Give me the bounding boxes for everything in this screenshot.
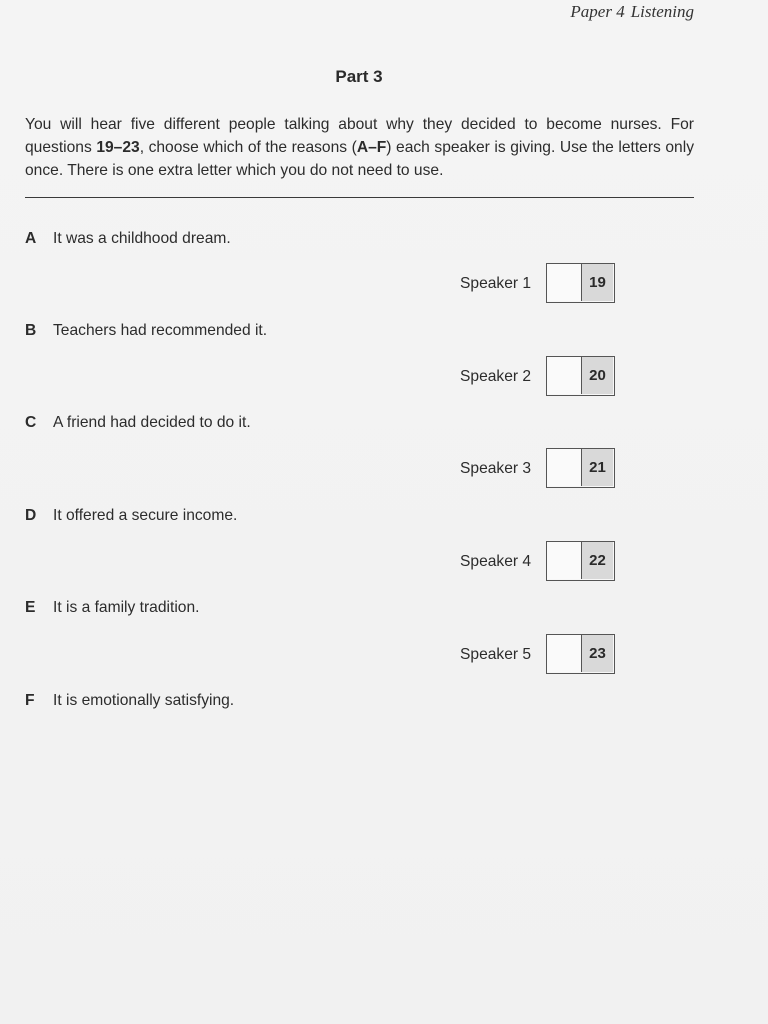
question-number: 22: [582, 542, 613, 579]
divider-line: [25, 197, 694, 198]
answer-box: [546, 448, 615, 488]
instructions: [25, 113, 694, 182]
option-text: A friend had decided to do it.: [53, 414, 251, 431]
option-f: [25, 692, 234, 710]
option-a: [25, 230, 231, 248]
option-c: [25, 414, 251, 432]
option-letter-range: A–F: [356, 139, 387, 156]
option-text: Teachers had recommended it.: [53, 322, 268, 339]
question-range: 19–23: [96, 139, 140, 156]
answer-field-21[interactable]: [547, 449, 582, 486]
speaker-label: Speaker 3: [460, 460, 532, 477]
answer-box: [546, 356, 615, 396]
answer-field-23[interactable]: [547, 635, 582, 672]
option-letter: C: [25, 414, 37, 431]
instructions-text-1: You will hear five different people talking about why they decided to become nurses. For questions: [25, 116, 694, 156]
speaker-label: Speaker 2: [460, 368, 532, 385]
option-letter: A: [25, 230, 37, 247]
answer-field-20[interactable]: [547, 357, 582, 394]
speaker-label: Speaker 1: [460, 275, 532, 292]
option-e: [25, 599, 199, 617]
option-letter: B: [25, 322, 37, 339]
part-title: Part 3: [335, 67, 383, 86]
section-label: Listening: [630, 2, 694, 21]
answer-box: [546, 634, 615, 674]
question-number: 19: [582, 264, 613, 301]
speaker-label: Speaker 5: [460, 646, 532, 663]
option-d: [25, 507, 237, 525]
answer-box: [546, 541, 615, 581]
option-letter: F: [25, 692, 35, 709]
answer-box: [546, 263, 615, 303]
answer-field-19[interactable]: [547, 264, 582, 301]
option-text: It is emotionally satisfying.: [53, 692, 235, 709]
page-header: [570, 2, 694, 22]
question-number: 21: [582, 449, 613, 486]
instructions-text-2: , choose which of the reasons (: [139, 139, 357, 156]
question-number: 20: [582, 357, 613, 394]
option-letter: D: [25, 507, 37, 524]
instructions-text-3: ) each speaker is giving. Use the letters only once. There is one extra letter which you do not need to use.: [25, 139, 694, 179]
option-letter: E: [25, 599, 36, 616]
option-text: It is a family tradition.: [53, 599, 200, 616]
option-b: [25, 322, 267, 340]
speaker-label: Speaker 4: [460, 553, 532, 570]
answer-field-22[interactable]: [547, 542, 582, 579]
question-number: 23: [582, 635, 613, 672]
option-text: It offered a secure income.: [53, 507, 238, 524]
option-text: It was a childhood dream.: [53, 230, 231, 247]
paper-label: Paper 4: [570, 2, 625, 21]
